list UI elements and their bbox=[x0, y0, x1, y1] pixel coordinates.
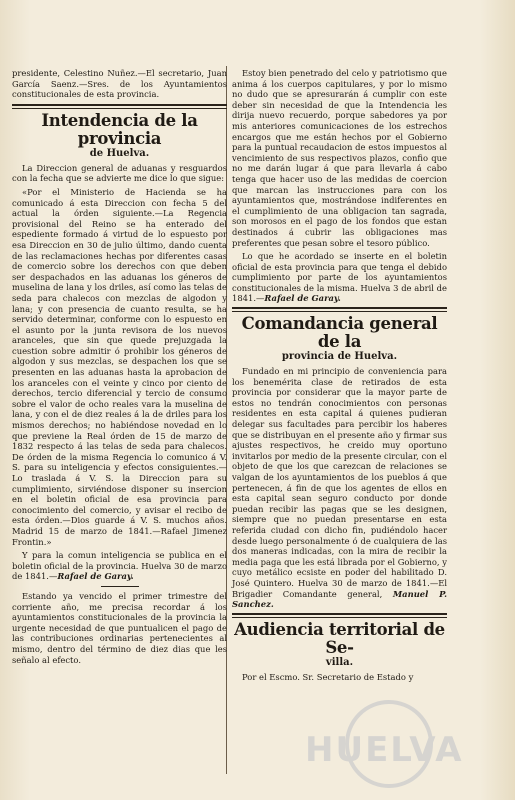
trimestre-paragraph: Estando ya vencido el primer trimestre del corriente año, me precisa recordar á los ayuntamientos constitucionales de la provincia la urgente necesidad de que puntualicen el pago de las contribuciones ordinarias pertenecientes al mismo, dentro del término de diez dias que les señalo al efecto. bbox=[12, 590, 227, 665]
publication-paragraph-text: Lo que he acordado se inserte en el boletin oficial de esta provincia para que tenga el debido cumplimiento por parte de los ayuntamientos constitucionales de la misma. Huelva 3 de abril de 1841.— bbox=[232, 251, 447, 304]
left-column bbox=[12, 68, 227, 668]
continuation-paragraph: Estoy bien penetrado del celo y patriotismo que anima á los cuerpos capitulares, y por lo mismo no dudo que se apresurarán á cumplir con este deber sin necesidad de que la Intendencia les dirija nuevo recuerdo, porque sabedores ya por mis anteriores comunicaciones de los estrechos encargos que me están hechos por el Gobierno para la puntual recaudacion de estos impuestos al vencimiento de sus respectivos plazos, confio que no me darán lugar á que para llevarla á cabo tenga que hacer uso de las medidas de coercion que marcan las instrucciones para con los ayuntamientos que, mostrándose indiferentes en el cumplimiento de una obligacion tan sagrada, son morosos en el pago de los fondos que estan destinados á cubrir las obligaciones mas preferentes que pesan sobre el tesoro público. bbox=[232, 68, 447, 248]
intro-paragraph: presidente, Celestino Nuñez.—El secretario, Juan García Saenz.—Sres. de los Ayuntamientos constitucionales de esta provincia. bbox=[12, 68, 227, 100]
comandancia-paragraph-text: Fundado en mi principio de conveniencia para los benemérita clase de retirados de esta provincia por considerar que la mayor parte de estos no tendrán conocimientos con personas residentes en esta capital á quienes pudieran delegar sus facultades para percibir los haberes que se distribuyan en el presente año y firmar sus ajustes respectivos, he creido muy oportuno invitarlos por medio de la presente circular, con el objeto de que los que carezcan de relaciones se valgan de los ayuntamientos de los pueblos á que pertenecen, á fin de que los agentes de ellos en esta capital sean seguro conducto por donde puedan recibir las pagas que se les designen, siempre que no puedan presentarse en esta referida ciudad con dicho fin, pudiéndolo hacer desde luego personalmente ó de cualquiera de las dos maneras indicadas, con la mira de recibir la media paga que les está librada por el Gobierno, y cuyo metálico ecsiste en poder del habilitado D. José Quintero. Huelva 30 de marzo de 1841.—El Brigadier Comandante general, bbox=[232, 366, 447, 599]
section-title-comandancia: Comandancia general de la bbox=[241, 314, 438, 352]
rule-thick-3 bbox=[232, 613, 447, 615]
intendencia-paragraph-3-text: Y para la comun inteligencia se publica en el boletin oficial de la provincia. Huelva 30 de marzo de 1841.— bbox=[12, 550, 227, 582]
section-subtitle-intendencia: de Huelva. bbox=[89, 147, 150, 159]
comandancia-paragraph bbox=[232, 366, 447, 610]
rule-thin bbox=[12, 108, 227, 109]
intendencia-paragraph-2: «Por el Ministerio de Hacienda se ha comunicado á esta Direccion con fecha 5 del actual la órden siguiente.—La Regencia provisional del Reino se ha enterado del espediente formado á virtud de lo espuesto por esa Direccion en 30 de julio último, dando cuenta de las reclamaciones hechas por diferentes casas de comercio sobre los derechos con que deben ser despachados en las aduanas los géneros de muselina de lana y los driles, así como las telas de seda para chalecos con mezclas de algodon y lana; y con presencia de cuanto resulta, se ha servido determinar, conforme con lo espuesto en el asunto por la junta revisora de los nuevos aranceles, que sin que quede prejuzgada la cuestion sobre admitir ó prohibir los géneros de algodon y sus mezclas, se despachen los que se presenten en las aduanas hasta la aprobacion de los aranceles con el veinte y cinco por ciento de derechos, tercio diferencial y tercio de consumo sobre el valor de ocho reales vara la muselina de lana, y con el de diez reales á la de driles para los mismos derechos; no habiéndose novedad en lo que previene la Real órden de 15 de marzo de 1832 respecto á las telas de seda para chalecos. De órden de la misma Regencia lo comunico á V. S. para su inteligencia y efectos consiguientes.—Lo traslada á V. S. la Direccion para su cumplimiento, sirviéndose disponer su insercion en el boletin oficial de esa provincia para conocimiento del comercio, y avisar el recibo de esta órden.—Dios guarde á V. S. muchos años. Madrid 15 de marzo de 1841.—Rafael Jimenez Frontin.» bbox=[12, 186, 227, 547]
publication-paragraph bbox=[232, 251, 447, 304]
right-column bbox=[232, 68, 447, 685]
section-title-audiencia: Audiencia territorial de Se- bbox=[234, 619, 445, 657]
section-title-intendencia: Intendencia de la provincia bbox=[41, 110, 198, 148]
rule-thin-3 bbox=[232, 617, 447, 618]
rule-thick-2 bbox=[232, 307, 447, 309]
rule-thin-2 bbox=[232, 311, 447, 312]
watermark-text: HUELVA bbox=[305, 730, 464, 770]
section-subtitle-comandancia: provincia de Huelva. bbox=[281, 351, 398, 363]
separator-rule bbox=[101, 586, 139, 587]
intendencia-paragraph-1: La Direccion general de aduanas y resguardos con la fecha que se advierte me dice lo que sigue: bbox=[12, 162, 227, 184]
library-watermark-stamp bbox=[305, 700, 515, 800]
audiencia-paragraph: Por el Escmo. Sr. Secretario de Estado y bbox=[242, 671, 414, 682]
signature-garay-1: Rafael de Garay. bbox=[57, 571, 134, 582]
signature-sanchez: Manuel P. Sanchez. bbox=[232, 588, 447, 610]
rule-thick bbox=[12, 104, 227, 106]
intendencia-paragraph-3 bbox=[12, 550, 227, 582]
signature-garay-2: Rafael de Garay. bbox=[264, 293, 341, 304]
section-subtitle-audiencia: villa. bbox=[325, 656, 354, 668]
